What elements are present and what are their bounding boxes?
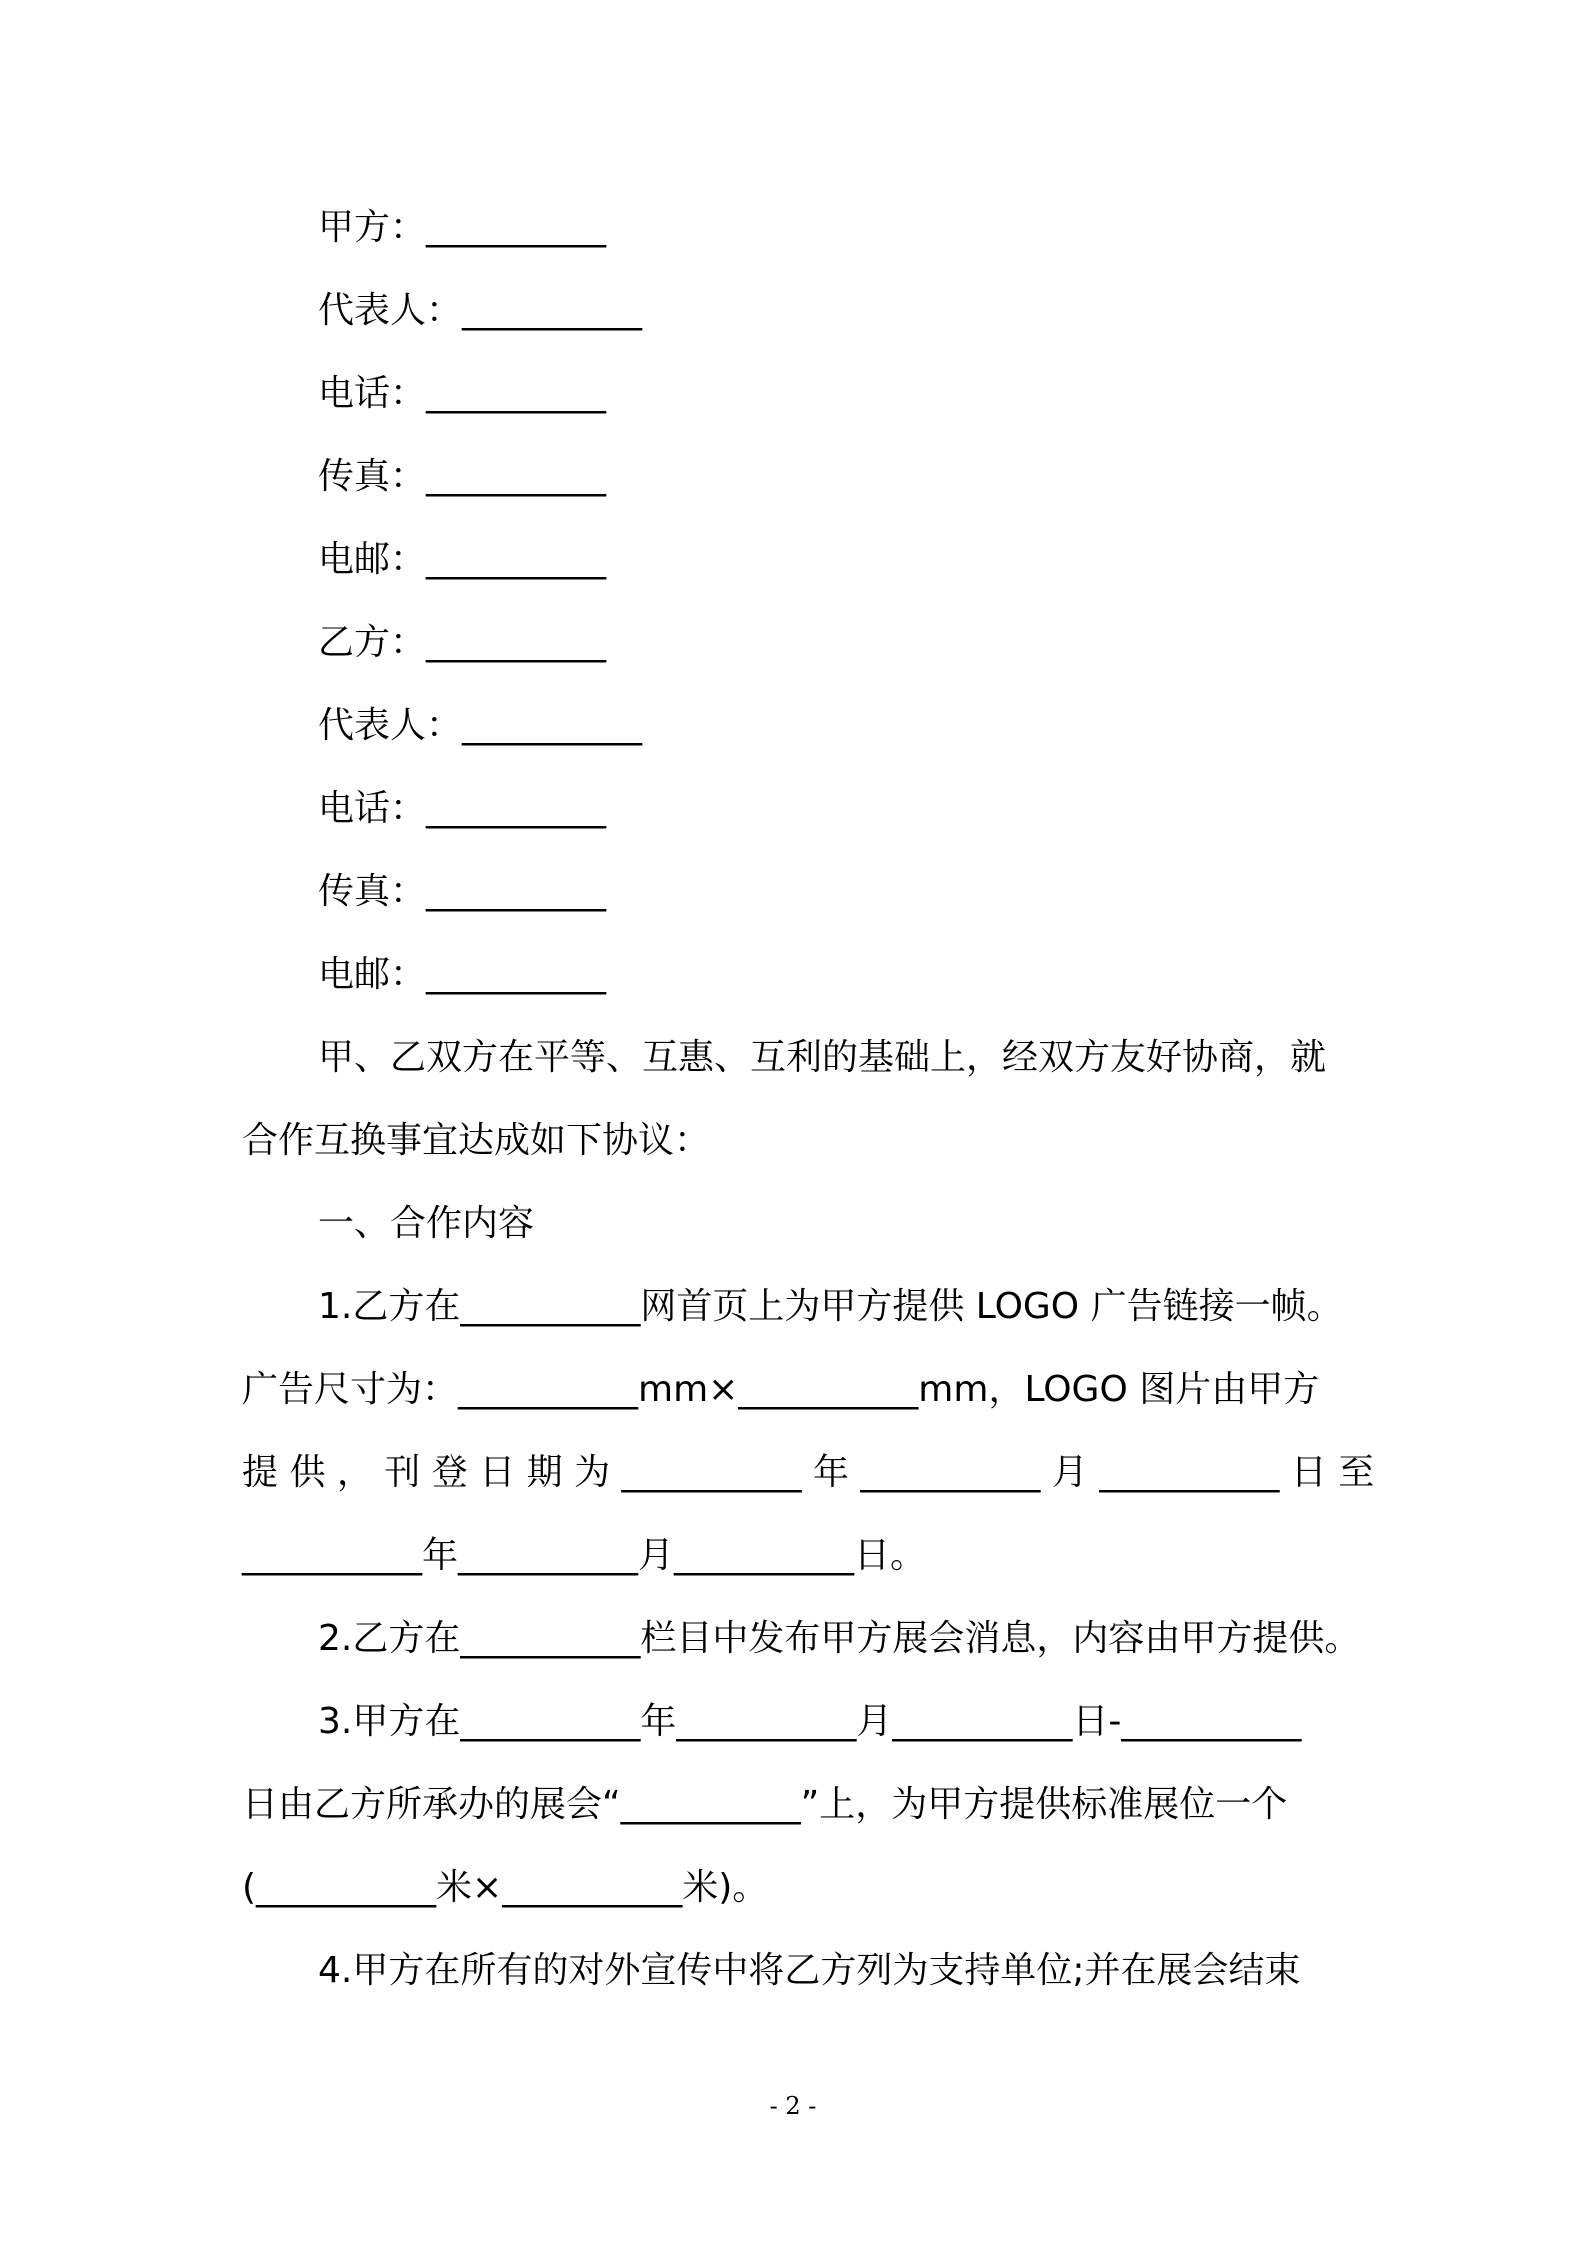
party-a-fax-field: 传真：__________ (318, 456, 607, 497)
party-b-email-field: 电邮：__________ (318, 954, 607, 995)
party-b-fax-field: 传真：__________ (318, 871, 607, 912)
item-3-line-1: 3.甲方在__________年__________月__________日-__________ (318, 1701, 1302, 1742)
item-2-line-1: 2.乙方在__________栏目中发布甲方展会消息，内容由甲方提供。 (318, 1618, 1361, 1659)
section-heading-cooperation: 一、合作内容 (318, 1203, 535, 1244)
party-a-email-field: 电邮：__________ (318, 539, 607, 580)
party-b-name-field: 乙方：__________ (318, 622, 607, 663)
item-1-line-4: __________年__________月__________日。 (242, 1535, 926, 1576)
party-a-phone-field: 电话：__________ (318, 373, 607, 414)
party-a-representative-field: 代表人：__________ (318, 290, 643, 331)
item-3-line-2: 日由乙方所承办的展会“__________”上，为甲方提供标准展位一个 (242, 1784, 1288, 1825)
item-4-line-1: 4.甲方在所有的对外宣传中将乙方列为支持单位;并在展会结束 (318, 1950, 1301, 1991)
intro-line-2: 合作互换事宜达成如下协议： (242, 1120, 711, 1161)
party-a-name-field: 甲方：__________ (318, 207, 607, 248)
item-1-line-1: 1.乙方在__________网首页上为甲方提供 LOGO 广告链接一帧。 (318, 1286, 1343, 1327)
party-b-phone-field: 电话：__________ (318, 788, 607, 829)
item-3-line-3: (__________米×__________米)。 (242, 1867, 769, 1908)
party-b-representative-field: 代表人：__________ (318, 705, 643, 746)
page-number: - 2 - (769, 2092, 817, 2120)
item-1-line-3: 提 供 ， 刊 登 日 期 为 __________ 年 __________ 月 __________ 日 至 (242, 1452, 1375, 1493)
intro-line-1: 甲、乙双方在平等、互惠、互利的基础上，经双方友好协商，就 (318, 1037, 1327, 1078)
item-1-line-2: 广告尺寸为：__________mm×__________mm，LOGO 图片由甲方 (242, 1369, 1320, 1410)
